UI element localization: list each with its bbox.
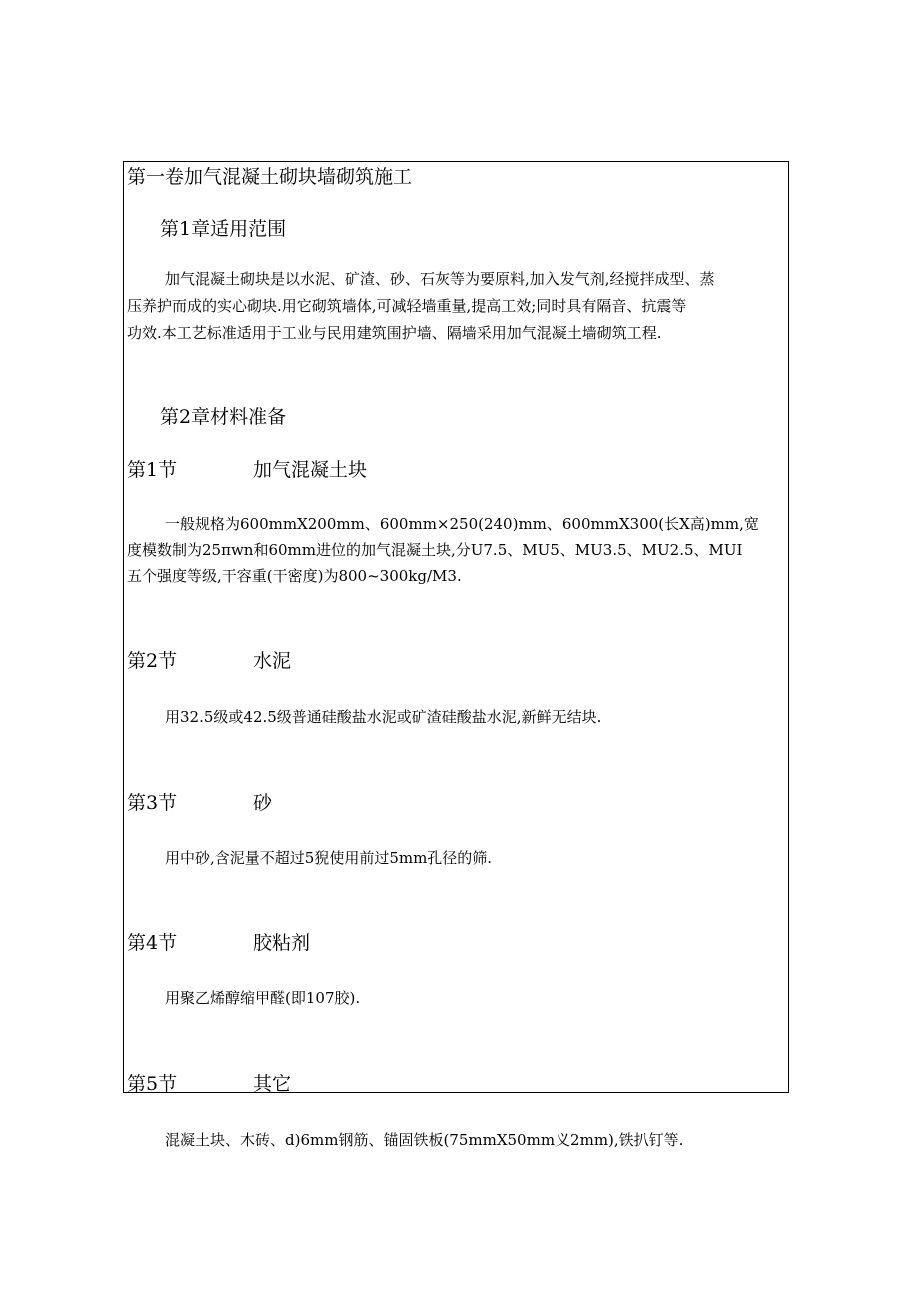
chapter-1-title: 第1章适用范围 bbox=[160, 218, 287, 240]
chapter-1-paragraph-line-3: 功效.本工艺标准适用于工业与民用建筑围护墙、隔墙采用加气混凝土墙砌筑工程. bbox=[127, 324, 662, 342]
section-5-paragraph: 混凝土块、木砖、d)6mm钢筋、锚固铁板(75mmX50mm义2mm),铁扒钉等. bbox=[165, 1131, 684, 1149]
section-1-number: 第1节 bbox=[127, 459, 178, 481]
section-3-paragraph: 用中砂,含泥量不超过5猊使用前过5mm孔径的筛. bbox=[165, 849, 493, 867]
chapter-1-paragraph-line-1: 加气混凝土砌块是以水泥、矿渣、砂、石灰等为要原料,加入发气剂,经搅拌成型、蒸 bbox=[165, 270, 715, 288]
section-1-paragraph-line-1: 一般规格为600mmX200mm、600mm×250(240)mm、600mmX300(长X高)mm,宽 bbox=[165, 515, 759, 533]
chapter-2-title: 第2章材料准备 bbox=[160, 406, 287, 428]
section-4-number: 第4节 bbox=[127, 932, 178, 954]
section-3-number: 第3节 bbox=[127, 792, 178, 814]
section-1-name: 加气混凝土块 bbox=[253, 459, 368, 481]
volume-title: 第一卷加气混凝土砌块墙砌筑施工 bbox=[127, 166, 413, 188]
section-4-name: 胶粘剂 bbox=[253, 932, 311, 954]
section-2-number: 第2节 bbox=[127, 650, 178, 672]
section-5-name: 其它 bbox=[253, 1073, 292, 1095]
section-2-paragraph: 用32.5级或42.5级普通硅酸盐水泥或矿渣硅酸盐水泥,新鲜无结块. bbox=[165, 708, 602, 726]
chapter-1-paragraph-line-2: 压养护而成的实心砌块.用它砌筑墙体,可减轻墙重量,提高工效;同时具有隔音、抗震等 bbox=[127, 297, 687, 315]
section-1-paragraph-line-3: 五个强度等级,干容重(干密度)为800~300kg/M3. bbox=[127, 567, 462, 585]
section-1-paragraph-line-2: 度模数制为25πwn和60mm进位的加气混凝土块,分U7.5、MU5、MU3.5、MU2.5、MUI bbox=[127, 541, 743, 559]
section-2-name: 水泥 bbox=[253, 650, 292, 672]
section-5-number: 第5节 bbox=[127, 1073, 178, 1095]
section-3-name: 砂 bbox=[253, 792, 273, 814]
section-4-paragraph: 用聚乙烯醇缩甲醛(即107胶). bbox=[165, 989, 361, 1007]
